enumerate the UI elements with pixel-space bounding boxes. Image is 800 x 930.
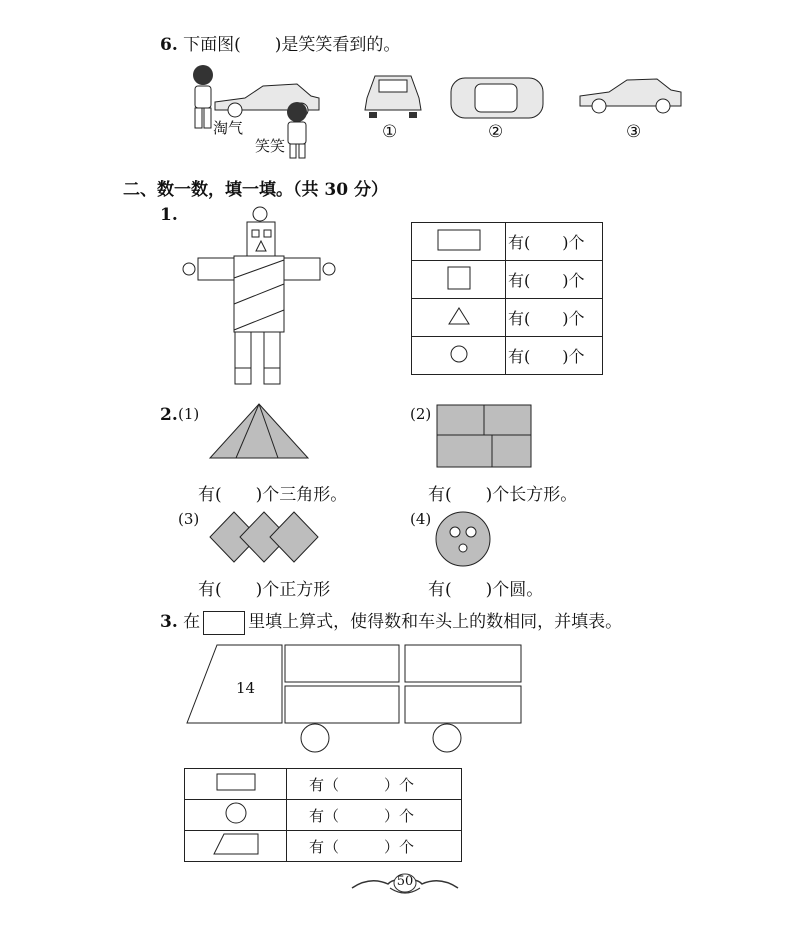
q3-text-after: 里填上算式，使得数和车头上的数相同，并填表。 [248, 612, 623, 632]
engine-number: 14 [236, 679, 256, 697]
train-wheel [301, 724, 329, 752]
section-2-title: 二、数一数，填一填。（共 30 分） [123, 180, 388, 200]
q1-number: 1. [160, 205, 178, 225]
car-side-view [580, 79, 681, 113]
option-1: ① [382, 122, 398, 142]
q1-shape-rectangle [412, 223, 506, 261]
q2-part2-label: (2) [410, 405, 432, 423]
answer-box-1[interactable] [285, 645, 399, 682]
train-wheel [433, 724, 461, 752]
q1-count-table [411, 222, 603, 375]
triangles-figure [208, 402, 310, 460]
q2-part3-label: (3) [178, 510, 200, 528]
q3-answer-rectangle[interactable]: 有（ ）个 [309, 775, 415, 794]
label-taoqi: 淘气 [213, 119, 244, 137]
q2-part3-answer[interactable]: 有( )个正方形 [198, 580, 331, 600]
label-xiaoxiao: 笑笑 [255, 137, 286, 155]
q1-answer-circle[interactable]: 有( )个 [508, 347, 585, 366]
option-2: ② [488, 122, 504, 142]
car-top-view [451, 78, 543, 118]
answer-box-3[interactable] [285, 686, 399, 723]
q2-number: 2. [160, 405, 178, 425]
q3-number: 3. [160, 612, 178, 632]
robot-figure [180, 200, 340, 390]
q3-shape-rectangle [185, 769, 287, 800]
q1-answer-square[interactable]: 有( )个 [508, 271, 585, 290]
answer-box-2[interactable] [405, 645, 521, 682]
q3-answer-circle[interactable]: 有（ ）个 [309, 806, 415, 825]
q3-answer-trapezoid[interactable]: 有（ ）个 [309, 837, 415, 856]
car-front-view [365, 76, 421, 118]
q3-shape-circle [185, 800, 287, 831]
circles-figure [434, 510, 492, 568]
rectangles-figure [436, 404, 532, 468]
q1-shape-triangle [412, 299, 506, 337]
q6-text: 下面图( )是笑笑看到的。 [183, 35, 401, 55]
girl-xiaoxiao-figure [287, 102, 307, 158]
q1-shape-circle [412, 337, 506, 375]
q2-part2-answer[interactable]: 有( )个长方形。 [428, 485, 578, 505]
q1-shape-square [412, 261, 506, 299]
q3-count-table [184, 768, 462, 862]
q2-part1-answer[interactable]: 有( )个三角形。 [198, 485, 348, 505]
train-engine [187, 645, 282, 723]
q2-part4-answer[interactable]: 有( )个圆。 [428, 580, 544, 600]
answer-box-4[interactable] [405, 686, 521, 723]
q6-prompt [160, 30, 400, 55]
train-figure [185, 642, 525, 754]
q3-text-before: 在 [183, 612, 201, 632]
answer-box-sample [203, 611, 245, 635]
page-number: 50 [396, 874, 414, 889]
boy-taoqi-figure [193, 65, 213, 128]
squares-figure [208, 510, 320, 564]
q3-prompt [160, 607, 622, 635]
q6-number: 6. [160, 35, 178, 55]
q1-answer-triangle[interactable]: 有( )个 [508, 309, 585, 328]
q2-part1-label: (1) [178, 405, 200, 423]
q2-part4-label: (4) [410, 510, 432, 528]
q3-shape-trapezoid [185, 831, 287, 862]
q1-answer-rectangle[interactable]: 有( )个 [508, 233, 585, 252]
option-3: ③ [626, 122, 642, 142]
